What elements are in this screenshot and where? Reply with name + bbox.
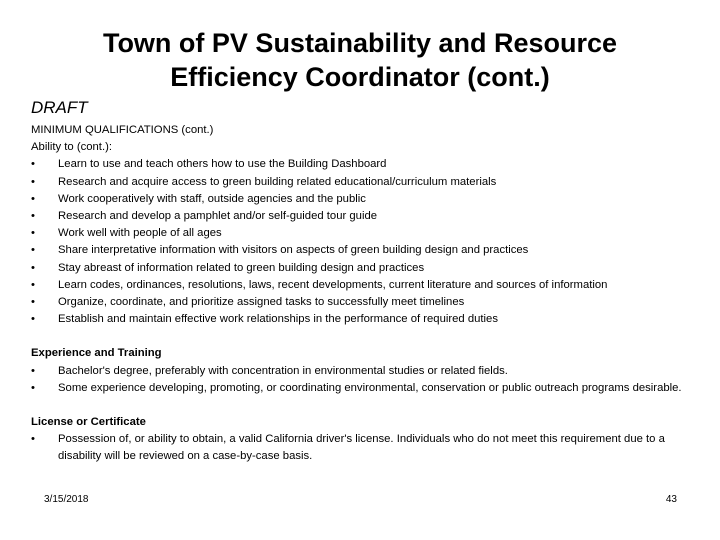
- experience-heading: Experience and Training: [31, 347, 162, 360]
- list-item: [31, 242, 691, 259]
- bullet-icon: •: [31, 433, 35, 446]
- list-item: [31, 225, 691, 242]
- bullet-icon: •: [31, 381, 35, 394]
- list-item: [31, 174, 691, 191]
- list-item: [31, 311, 691, 328]
- list-item: [31, 294, 691, 311]
- list-item-text: Share interpretative information with visitors on aspects of green building design and practices: [58, 244, 529, 257]
- footer-date: 3/15/2018: [44, 494, 89, 505]
- list-item-text: Establish and maintain effective work relationships in the performance of required duties: [58, 313, 498, 326]
- list-item: [31, 208, 691, 225]
- min-qual-intro: Ability to (cont.):: [31, 141, 112, 154]
- min-qual-heading: MINIMUM QUALIFICATIONS (cont.): [31, 124, 214, 136]
- list-item-text: Organize, coordinate, and prioritize assigned tasks to successfully meet timelines: [58, 296, 465, 309]
- page-number: 43: [665, 494, 677, 505]
- slide-title: [0, 26, 720, 94]
- bullet-icon: •: [31, 210, 35, 223]
- list-item: [31, 277, 691, 294]
- bullet-icon: •: [31, 192, 35, 205]
- list-item-text: Research and acquire access to green building related educational/curriculum materials: [58, 175, 497, 188]
- list-item-text: Work well with people of all ages: [58, 227, 222, 240]
- slide-body: [31, 122, 691, 466]
- list-item: [31, 363, 691, 380]
- list-item: [31, 431, 691, 465]
- list-item: [31, 380, 691, 397]
- list-item: [31, 156, 691, 173]
- bullet-icon: •: [31, 175, 35, 188]
- license-heading: License or Certificate: [31, 416, 146, 429]
- list-item-text: Some experience developing, promoting, or coordinating environmental, conservation or public outreach programs desirable.: [58, 381, 682, 394]
- title-line-2: Efficiency Coordinator (cont.): [170, 62, 550, 92]
- list-item-text: Stay abreast of information related to green building design and practices: [58, 261, 425, 274]
- bullet-icon: •: [31, 158, 35, 171]
- license-list: [31, 431, 691, 465]
- bullet-icon: •: [31, 278, 35, 291]
- list-item-text: Work cooperatively with staff, outside agencies and the public: [58, 192, 366, 205]
- title-line-1: Town of PV Sustainability and Resource: [102, 28, 618, 58]
- bullet-icon: •: [31, 227, 35, 240]
- bullet-icon: •: [31, 261, 35, 274]
- experience-list: [31, 363, 691, 397]
- bullet-icon: •: [31, 313, 35, 326]
- list-item-text: Bachelor's degree, preferably with concentration in environmental studies or related fields.: [58, 364, 508, 377]
- draft-label: DRAFT: [31, 98, 88, 117]
- list-item: [31, 260, 691, 277]
- bullet-icon: •: [31, 296, 35, 309]
- list-item-text: Learn to use and teach others how to use the Building Dashboard: [58, 158, 387, 171]
- list-item: [31, 191, 691, 208]
- list-item-text: Research and develop a pamphlet and/or self-guided tour guide: [58, 210, 378, 223]
- list-item-text: Possession of, or ability to obtain, a valid California driver's license. Individuals who do not meet this requirement due to a disability will be reviewed on a case-by-case basis.: [58, 433, 665, 463]
- bullet-icon: •: [31, 364, 35, 377]
- list-item-text: Learn codes, ordinances, resolutions, laws, recent developments, current literature and sources of information: [58, 278, 608, 291]
- min-qual-list: [31, 156, 691, 328]
- bullet-icon: •: [31, 244, 35, 257]
